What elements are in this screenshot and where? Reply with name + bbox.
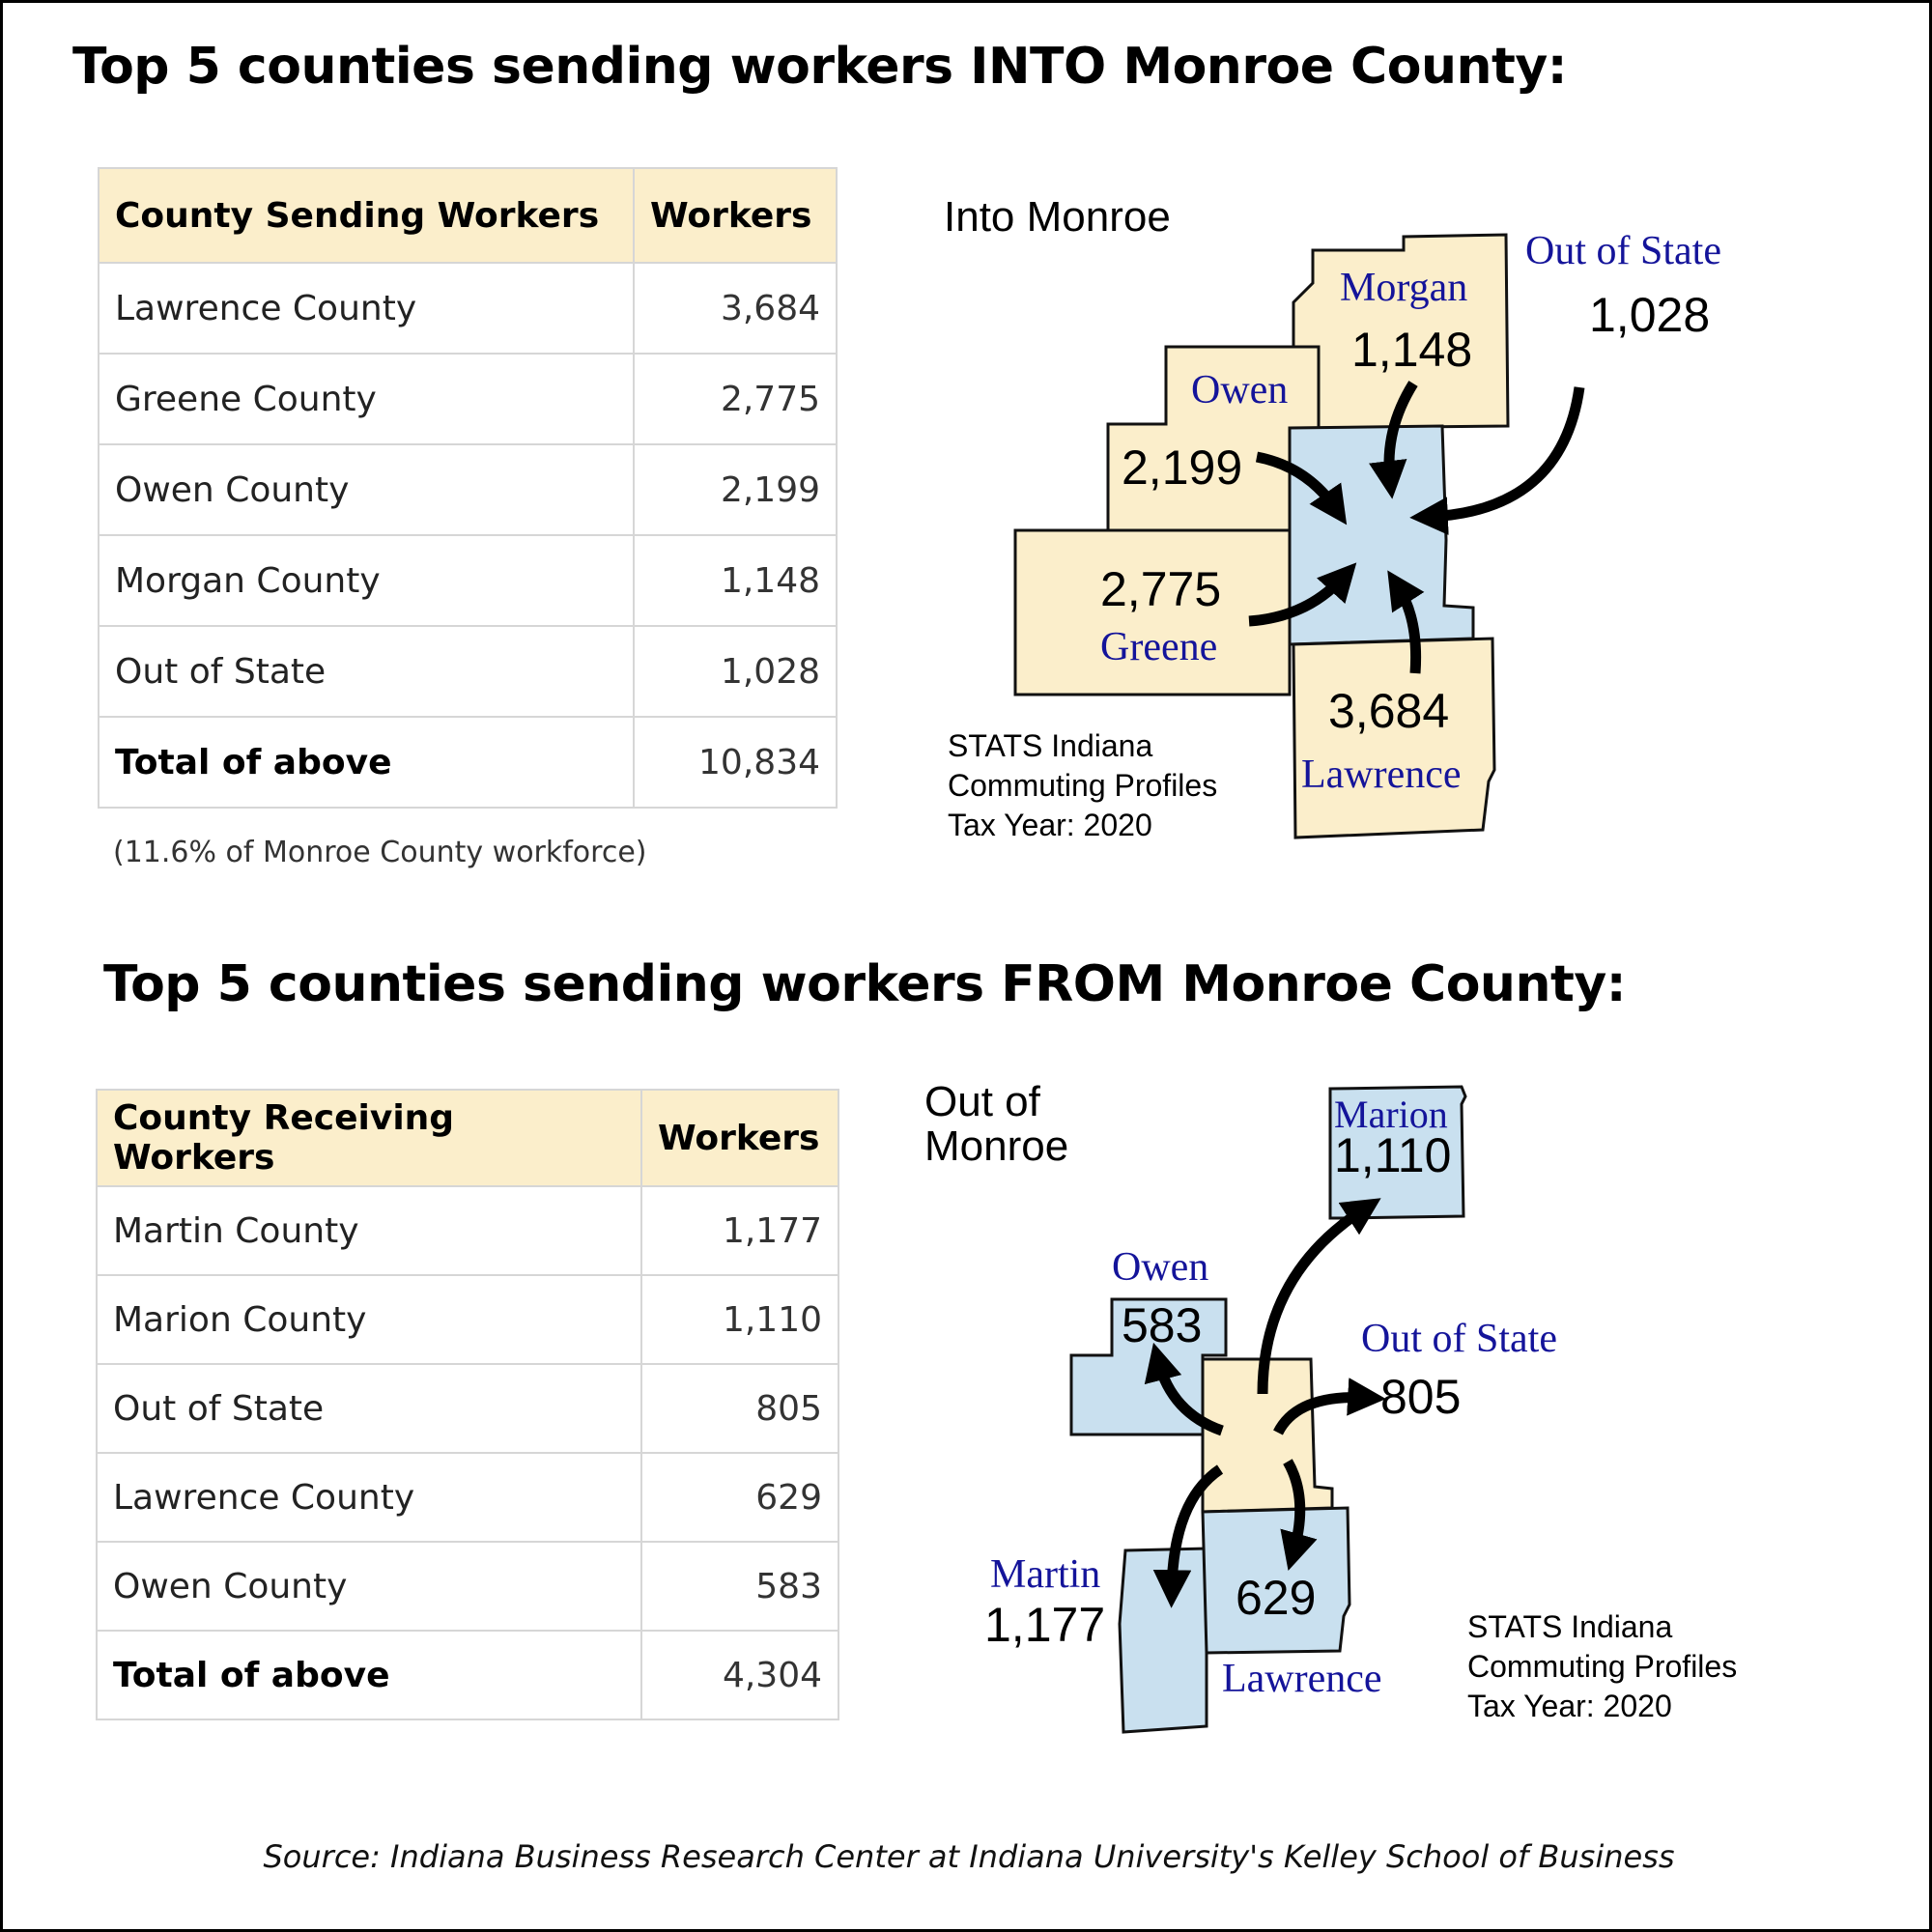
workers-cell: 805 (641, 1364, 838, 1453)
out-of-state-label: Out of State (1525, 229, 1721, 273)
table-header-row (99, 168, 837, 263)
map-credit-line: Tax Year: 2020 (948, 808, 1152, 842)
map-credit-line: Commuting Profiles (1467, 1649, 1738, 1684)
total-workers-cell: 4,304 (641, 1631, 838, 1719)
morgan-value: 1,148 (1351, 323, 1473, 377)
martin-value: 1,177 (984, 1598, 1106, 1652)
county-cell: Owen County (97, 1542, 641, 1631)
county-cell: Owen County (99, 444, 634, 535)
owen-label: Owen (1112, 1245, 1209, 1290)
morgan-label: Morgan (1340, 266, 1468, 310)
marion-value: 1,110 (1334, 1128, 1452, 1182)
greene-value: 2,775 (1100, 562, 1222, 616)
map-credit-line: STATS Indiana (1467, 1609, 1673, 1644)
marion-label: Marion (1334, 1093, 1448, 1136)
table-row (97, 1453, 838, 1542)
county-cell: Morgan County (99, 535, 634, 626)
out-map-title-line1: Out of (924, 1078, 1040, 1125)
map-credit-line: STATS Indiana (948, 728, 1153, 763)
total-label-cell: Total of above (97, 1631, 641, 1719)
county-cell: Lawrence County (99, 263, 634, 354)
workers-cell: 583 (641, 1542, 838, 1631)
county-cell: Marion County (97, 1275, 641, 1364)
workers-cell: 629 (641, 1453, 838, 1542)
martin-label: Martin (990, 1552, 1101, 1597)
lawrence-value: 629 (1236, 1571, 1317, 1625)
from-table (96, 1089, 839, 1720)
table-row (99, 263, 837, 354)
total-workers-cell: 10,834 (634, 717, 837, 808)
table-total-row (97, 1631, 838, 1719)
table-row (97, 1275, 838, 1364)
county-cell: Out of State (97, 1364, 641, 1453)
lawrence-county-shape (1293, 639, 1494, 838)
total-label-cell: Total of above (99, 717, 634, 808)
owen-value: 2,199 (1122, 440, 1243, 495)
column-header-county: County Sending Workers (99, 168, 634, 263)
out-map-title-line2: Monroe (924, 1122, 1069, 1170)
table-total-row (99, 717, 837, 808)
owen-label: Owen (1191, 368, 1289, 412)
column-header-workers: Workers (641, 1090, 838, 1186)
table-row (99, 444, 837, 535)
workers-cell: 1,028 (634, 626, 837, 717)
martin-county-shape (1120, 1548, 1207, 1732)
workers-cell: 2,775 (634, 354, 837, 444)
table-row (97, 1364, 838, 1453)
from-heading: Top 5 counties sending workers FROM Monroe County: (103, 955, 1627, 1013)
workers-cell: 3,684 (634, 263, 837, 354)
into-table (98, 167, 838, 809)
into-heading: Top 5 counties sending workers INTO Monroe County: (72, 38, 1568, 96)
map-credit-line: Tax Year: 2020 (1467, 1689, 1672, 1723)
table-row (97, 1186, 838, 1275)
source-citation: Source: Indiana Business Research Center at Indiana University's Kelley School of Business (263, 1838, 1675, 1875)
out-of-state-value: 1,028 (1589, 288, 1711, 342)
workforce-note: (11.6% of Monroe County workforce) (113, 836, 647, 869)
lawrence-value: 3,684 (1328, 684, 1450, 738)
owen-value: 583 (1122, 1298, 1203, 1352)
table-row (97, 1542, 838, 1631)
table-row (99, 354, 837, 444)
county-cell: Lawrence County (97, 1453, 641, 1542)
workers-cell: 1,110 (641, 1275, 838, 1364)
lawrence-label: Lawrence (1301, 753, 1462, 797)
lawrence-label: Lawrence (1222, 1657, 1382, 1701)
out-of-monroe-map (911, 1075, 1780, 1751)
into-map-title: Into Monroe (944, 193, 1171, 241)
greene-label: Greene (1100, 625, 1218, 669)
county-cell: Out of State (99, 626, 634, 717)
table-header-row (97, 1090, 838, 1186)
table-row (99, 535, 837, 626)
workers-cell: 2,199 (634, 444, 837, 535)
county-cell: Greene County (99, 354, 634, 444)
workers-cell: 1,148 (634, 535, 837, 626)
column-header-workers: Workers (634, 168, 837, 263)
monroe-county-shape (1290, 426, 1473, 644)
column-header-county: County Receiving Workers (97, 1090, 641, 1186)
out-of-state-label: Out of State (1361, 1317, 1557, 1361)
table-row (99, 626, 837, 717)
into-monroe-map (930, 177, 1761, 872)
out-of-state-value: 805 (1380, 1370, 1462, 1424)
map-credit-line: Commuting Profiles (948, 768, 1218, 803)
workers-cell: 1,177 (641, 1186, 838, 1275)
county-cell: Martin County (97, 1186, 641, 1275)
